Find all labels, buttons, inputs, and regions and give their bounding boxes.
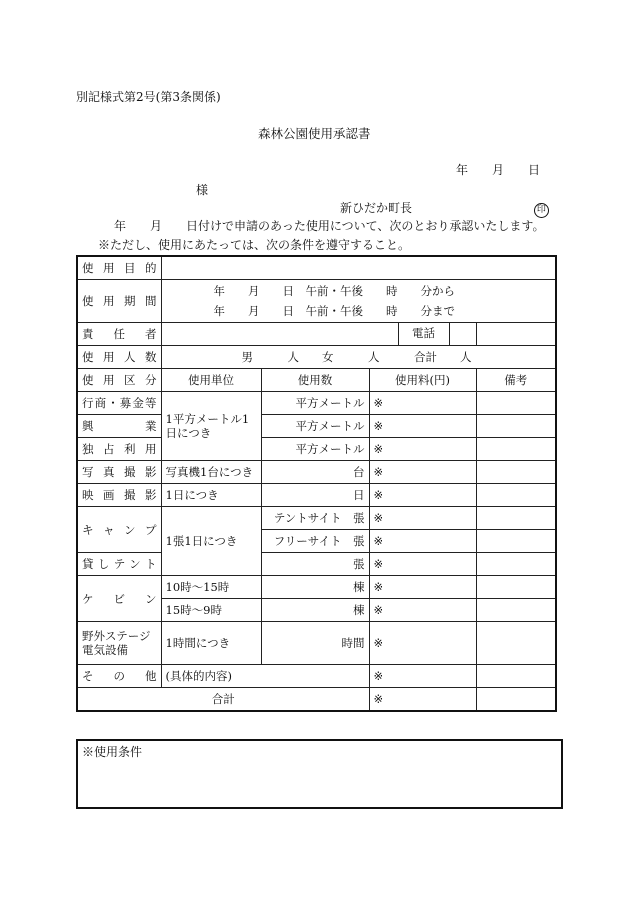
issuer-label: 新ひだか町長 <box>340 201 413 215</box>
count-trade[interactable]: 平方メートル <box>261 392 369 415</box>
remarks-tent-site[interactable] <box>476 507 556 530</box>
field-manager[interactable] <box>161 323 476 346</box>
header-unit: 使用単位 <box>161 369 261 392</box>
unit-cabin-1: 10時〜15時 <box>161 576 261 599</box>
count-show[interactable]: 平方メートル <box>261 415 369 438</box>
label-trade: 行商・募金等 <box>77 392 161 415</box>
label-photo: 写真撮影 <box>77 461 161 484</box>
label-camp: キャンプ <box>77 507 161 553</box>
fee-film[interactable]: ※ <box>369 484 476 507</box>
remarks-cabin-2[interactable] <box>476 599 556 622</box>
fee-tent-site[interactable]: ※ <box>369 507 476 530</box>
fee-rental-tent[interactable]: ※ <box>369 553 476 576</box>
remarks-show[interactable] <box>476 415 556 438</box>
fee-stage[interactable]: ※ <box>369 622 476 665</box>
period-from: 年 月 日 午前・午後 時 分から <box>213 284 455 298</box>
remarks-free-site[interactable] <box>476 530 556 553</box>
remarks-film[interactable] <box>476 484 556 507</box>
label-show: 興業 <box>77 415 161 438</box>
unit-cabin-2: 15時〜9時 <box>161 599 261 622</box>
count-film[interactable]: 日 <box>261 484 369 507</box>
label-stage: 野外ステージ電気設備 <box>77 622 161 665</box>
remarks-rental-tent[interactable] <box>476 553 556 576</box>
intro-text: 年 月 日付けで申請のあった使用について、次のとおり承認いたします。 <box>114 219 545 233</box>
remarks-exclusive[interactable] <box>476 438 556 461</box>
conditions-box[interactable] <box>76 739 563 809</box>
form-number: 別記様式第2号(第3条関係) <box>76 90 221 104</box>
row-period <box>77 280 556 323</box>
fee-trade[interactable]: ※ <box>369 392 476 415</box>
conditions-note: ※ただし、使用にあたっては、次の条件を遵守すること。 <box>98 238 411 252</box>
remarks-total[interactable] <box>476 688 556 712</box>
row-purpose <box>77 256 556 280</box>
row-people <box>77 346 556 369</box>
row-other <box>77 665 556 688</box>
row-exclusive <box>77 438 556 461</box>
fee-exclusive[interactable]: ※ <box>369 438 476 461</box>
count-tent-site[interactable]: テントサイト 張 <box>261 507 369 530</box>
row-trade <box>77 392 556 415</box>
remarks-photo[interactable] <box>476 461 556 484</box>
fee-cabin-1[interactable]: ※ <box>369 576 476 599</box>
label-film: 映画撮影 <box>77 484 161 507</box>
row-photo <box>77 461 556 484</box>
label-other: その他 <box>77 665 161 688</box>
document-title: 森林公園使用承認書 <box>258 126 371 141</box>
field-phone[interactable] <box>476 323 556 346</box>
label-period: 使用期間 <box>77 280 161 323</box>
row-header <box>77 369 556 392</box>
label-phone: 電話 <box>398 323 450 346</box>
count-free-site[interactable]: フリーサイト 張 <box>261 530 369 553</box>
count-cabin-1[interactable]: 棟 <box>261 576 369 599</box>
label-category: 使用区分 <box>77 369 161 392</box>
count-exclusive[interactable]: 平方メートル <box>261 438 369 461</box>
row-stage <box>77 622 556 665</box>
conditions-label: ※使用条件 <box>82 745 143 759</box>
fee-show[interactable]: ※ <box>369 415 476 438</box>
label-total: 合計 <box>77 688 369 712</box>
fee-total[interactable]: ※ <box>369 688 476 712</box>
period-to: 年 月 日 午前・午後 時 分まで <box>213 304 455 318</box>
header-remarks: 備考 <box>476 369 556 392</box>
remarks-stage[interactable] <box>476 622 556 665</box>
issuer-name <box>340 199 549 218</box>
issue-date[interactable]: 年 月 日 <box>456 163 541 177</box>
remarks-other[interactable] <box>476 665 556 688</box>
header-count: 使用数 <box>261 369 369 392</box>
row-total <box>77 688 556 712</box>
unit-film: 1日につき <box>161 484 261 507</box>
count-photo[interactable]: 台 <box>261 461 369 484</box>
unit-photo: 写真機1台につき <box>161 461 261 484</box>
fee-free-site[interactable]: ※ <box>369 530 476 553</box>
unit-per-tent: 1張1日につき <box>161 507 261 576</box>
addressee-suffix: 様 <box>196 183 209 197</box>
seal-mark: 印 <box>534 203 549 218</box>
remarks-cabin-1[interactable] <box>476 576 556 599</box>
header-fee: 使用料(円) <box>369 369 476 392</box>
fee-other[interactable]: ※ <box>369 665 476 688</box>
field-other[interactable]: (具体的内容) <box>161 665 369 688</box>
label-cabin: ケビン <box>77 576 161 622</box>
row-cabin-1 <box>77 576 556 599</box>
field-purpose[interactable] <box>161 256 556 280</box>
label-exclusive: 独占利用 <box>77 438 161 461</box>
fee-cabin-2[interactable]: ※ <box>369 599 476 622</box>
row-film <box>77 484 556 507</box>
count-cabin-2[interactable]: 棟 <box>261 599 369 622</box>
label-purpose: 使用目的 <box>77 256 161 280</box>
remarks-trade[interactable] <box>476 392 556 415</box>
count-rental-tent[interactable]: 張 <box>261 553 369 576</box>
label-rental-tent: 貸しテント <box>77 553 161 576</box>
unit-stage: 1時間につき <box>161 622 261 665</box>
field-period[interactable] <box>161 280 556 323</box>
unit-per-sqm: 1平方メートル1日につき <box>161 392 261 461</box>
row-rental-tent <box>77 553 556 576</box>
count-stage[interactable]: 時間 <box>261 622 369 665</box>
fee-photo[interactable]: ※ <box>369 461 476 484</box>
label-manager: 責任者 <box>77 323 161 346</box>
label-people: 使用人数 <box>77 346 161 369</box>
application-table <box>76 255 557 712</box>
field-people[interactable]: 男 人 女 人 合計 人 <box>161 346 556 369</box>
row-show <box>77 415 556 438</box>
row-camp-tent <box>77 507 556 530</box>
row-manager <box>77 323 556 346</box>
